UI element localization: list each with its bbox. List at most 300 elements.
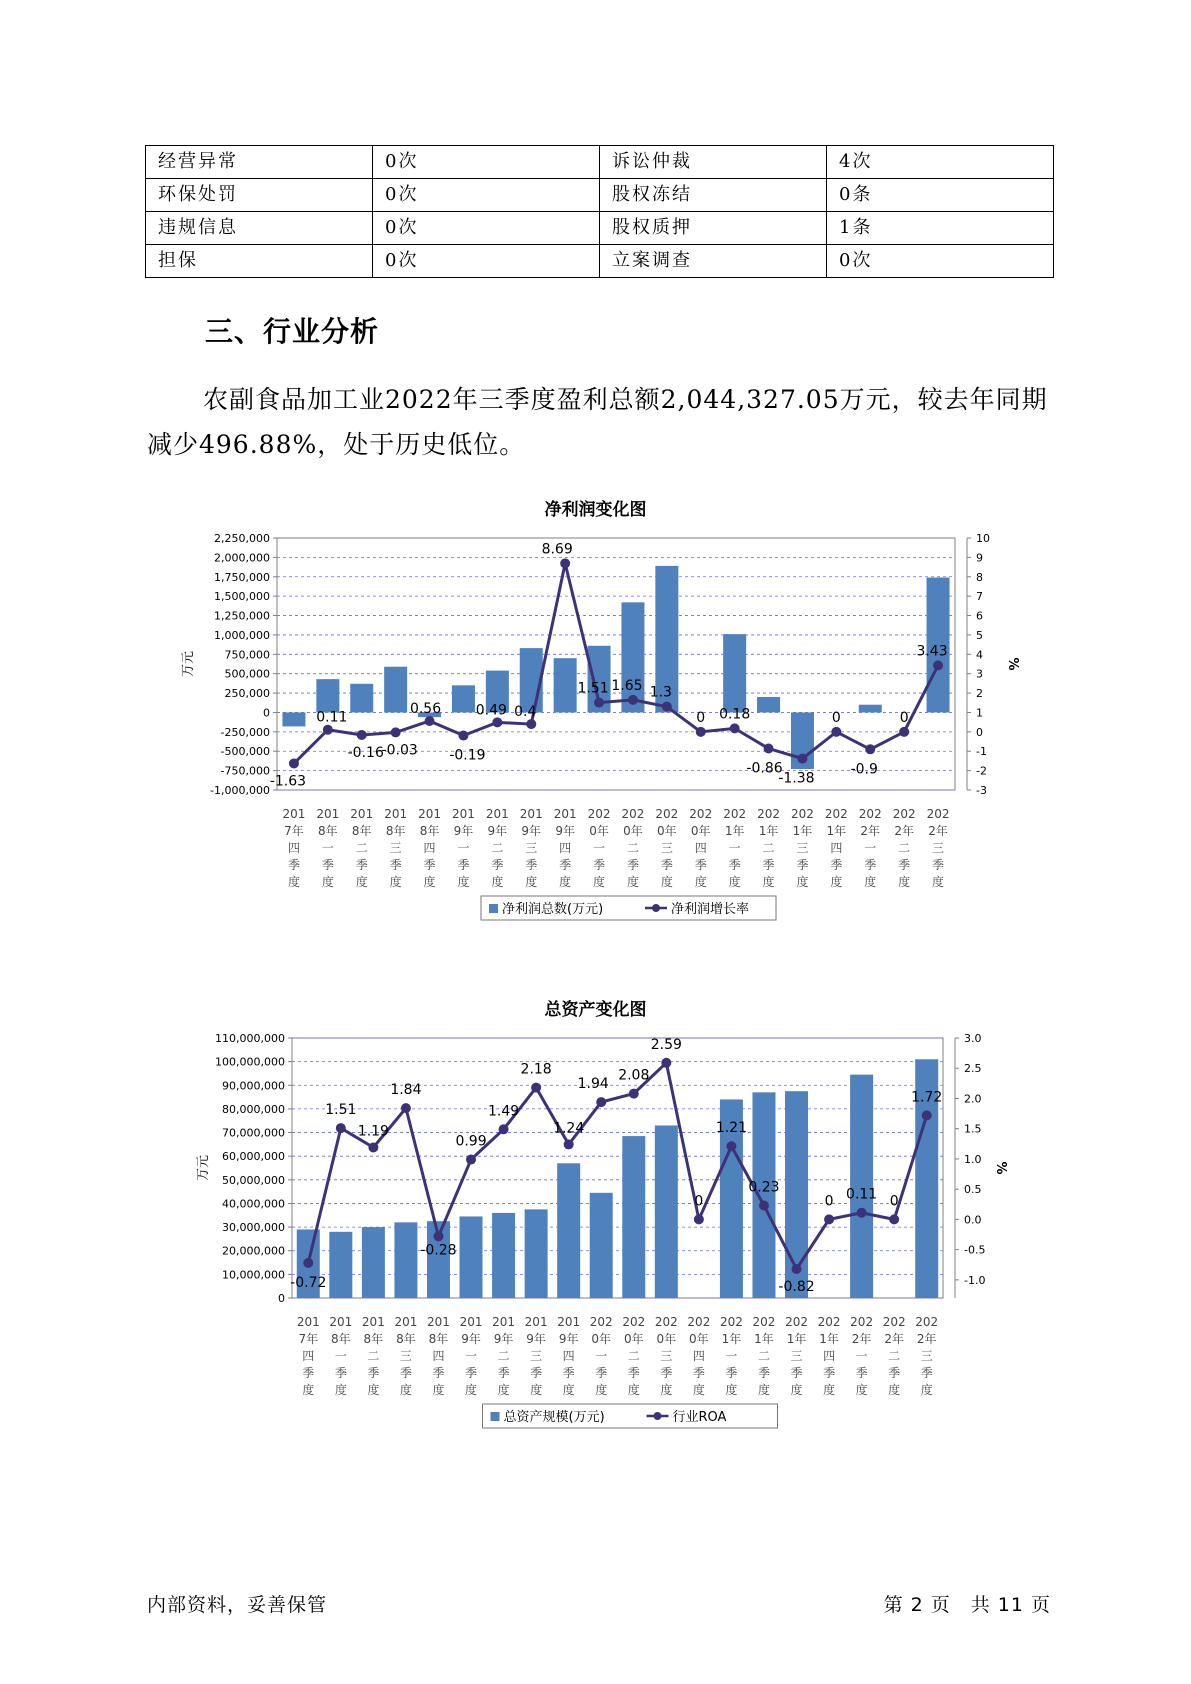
- line-point: [759, 1200, 769, 1210]
- line-data-label: 1.21: [715, 1120, 748, 1137]
- x-axis-tick-label: 9年: [526, 1332, 546, 1346]
- x-axis-tick-label: 202: [621, 807, 645, 821]
- bar: [394, 1222, 417, 1298]
- x-axis-tick-label: 季: [389, 858, 402, 872]
- x-axis-tick-label: 8年: [396, 1332, 416, 1346]
- left-axis-tick-label: 30,000,000: [222, 1221, 285, 1235]
- bar: [329, 1232, 352, 1298]
- x-axis-tick-label: 一: [864, 841, 877, 855]
- x-axis-tick-label: 度: [399, 1383, 412, 1397]
- x-axis-tick-label: 202: [757, 807, 781, 821]
- x-axis-tick-label: 度: [355, 875, 368, 889]
- x-axis-tick-label: 202: [622, 1315, 646, 1329]
- right-axis-tick-label: -0.5: [964, 1243, 986, 1257]
- bar: [590, 1193, 613, 1298]
- line-point: [401, 1103, 411, 1113]
- right-axis-tick-label: 7: [976, 590, 983, 604]
- x-axis-tick-label: 1年: [792, 824, 813, 838]
- x-axis-tick-label: 季: [920, 1366, 933, 1380]
- legend-bar-swatch: [491, 1412, 500, 1421]
- x-axis-tick-label: 度: [855, 1383, 868, 1397]
- x-axis-tick-label: 8年: [318, 824, 338, 838]
- line-data-label: -0.82: [778, 1278, 815, 1295]
- bar: [723, 634, 746, 712]
- footer-page-number: 第 2 页 共 11 页: [883, 1594, 1051, 1616]
- left-axis-tick-label: -250,000: [220, 725, 270, 739]
- line-point: [458, 731, 468, 741]
- x-axis-tick-label: 度: [593, 875, 606, 889]
- left-axis-tick-label: -1,000,000: [210, 784, 270, 797]
- x-axis-tick-label: 季: [660, 858, 673, 872]
- table-cell-value: 0次: [373, 212, 600, 245]
- x-axis-tick-label: 一: [855, 1349, 868, 1363]
- x-axis-tick-label: 2年: [884, 1332, 904, 1346]
- x-axis-tick-label: 9年: [521, 824, 542, 838]
- x-axis-tick-label: 2年: [928, 824, 948, 838]
- line-point: [857, 1208, 867, 1218]
- line-point: [865, 744, 875, 754]
- line-data-label: 0.56: [409, 700, 442, 717]
- line-data-label: 1.94: [577, 1076, 609, 1093]
- line-data-label: 0: [889, 1193, 899, 1210]
- line-point: [594, 698, 604, 708]
- left-axis-tick-label: 750,000: [224, 648, 270, 662]
- analysis-paragraph: 农副食品加工业2022年三季度盈利总额2,044,327.05万元，较去年同期减少496.88%，处于历史低位。: [147, 385, 1048, 459]
- table-cell-value: 4次: [827, 146, 1054, 179]
- x-axis-tick-label: 度: [920, 1383, 933, 1397]
- x-axis-tick-label: 度: [367, 1383, 380, 1397]
- x-axis-tick-label: 9年: [555, 824, 575, 838]
- table-cell-label: 违规信息: [146, 212, 373, 245]
- x-axis-tick-label: 202: [850, 1315, 874, 1329]
- x-axis-tick-label: 二: [626, 841, 639, 855]
- x-axis-tick-label: 季: [595, 1366, 608, 1380]
- x-axis-tick-label: 度: [692, 1383, 705, 1397]
- footer-confidential-note: 内部资料，妥善保管: [147, 1594, 328, 1616]
- x-axis-tick-label: 度: [562, 1383, 575, 1397]
- x-axis-tick-label: 1年: [724, 824, 745, 838]
- x-axis-tick-label: 季: [355, 858, 368, 872]
- right-axis-tick-label: 1.5: [964, 1122, 982, 1136]
- x-axis-tick-label: 一: [593, 841, 606, 855]
- line-point: [629, 1089, 639, 1099]
- x-axis-tick-label: 度: [660, 875, 673, 889]
- x-axis-tick-label: 8年: [385, 824, 406, 838]
- x-axis-tick-label: 四: [423, 841, 436, 855]
- left-axis-tick-label: 70,000,000: [222, 1126, 285, 1140]
- right-axis-tick-label: 1.0: [964, 1152, 982, 1166]
- left-axis-tick-label: 1,250,000: [214, 609, 270, 623]
- x-axis-tick-label: 一: [321, 841, 334, 855]
- x-axis-tick-label: 202: [587, 807, 611, 821]
- x-axis-tick-label: 度: [762, 875, 775, 889]
- x-axis-tick-label: 201: [329, 1315, 353, 1329]
- x-axis-tick-label: 度: [497, 1383, 510, 1397]
- x-axis-tick-label: 201: [492, 1315, 516, 1329]
- x-axis-tick-label: 201: [316, 807, 340, 821]
- left-axis-tick-label: 60,000,000: [222, 1150, 285, 1164]
- x-axis-tick-label: 季: [830, 858, 843, 872]
- left-axis-tick-label: 10,000,000: [222, 1268, 285, 1282]
- right-axis-tick-label: 2.0: [964, 1092, 982, 1106]
- table-cell-value: 0次: [373, 146, 600, 179]
- legend-line-marker: [652, 904, 660, 912]
- x-axis-tick-label: 三: [796, 841, 809, 855]
- x-axis-tick-label: 三: [660, 1349, 673, 1363]
- right-axis-tick-label: 4: [976, 648, 983, 662]
- x-axis-tick-label: 二: [757, 1349, 770, 1363]
- line-point: [336, 1123, 346, 1133]
- line-data-label: 0.99: [455, 1133, 487, 1150]
- x-axis-tick-label: 季: [491, 858, 504, 872]
- line-data-label: -0.72: [290, 1274, 327, 1291]
- x-axis-tick-label: 度: [660, 1383, 673, 1397]
- x-axis-tick-label: 季: [399, 1366, 412, 1380]
- x-axis-tick-label: 四: [692, 1349, 705, 1363]
- x-axis-tick-label: 0年: [690, 824, 711, 838]
- line-point: [831, 727, 841, 737]
- left-axis-tick-label: -750,000: [220, 764, 270, 778]
- table-cell-label: 环保处罚: [146, 179, 373, 212]
- x-axis-tick-label: 202: [817, 1315, 841, 1329]
- line-data-label: 8.69: [541, 541, 573, 558]
- x-axis-tick-label: 季: [627, 1366, 640, 1380]
- x-axis-tick-label: 度: [864, 875, 877, 889]
- x-axis-tick-label: 二: [888, 1349, 901, 1363]
- x-axis-tick-label: 度: [796, 875, 809, 889]
- line-data-label: -0.9: [850, 761, 878, 778]
- table-cell-value: 0次: [827, 245, 1054, 278]
- x-axis-tick-label: 201: [557, 1315, 581, 1329]
- left-axis-tick-label: 110,000,000: [215, 1032, 285, 1045]
- x-axis-tick-label: 202: [926, 807, 950, 821]
- x-axis-tick-label: 季: [932, 858, 945, 872]
- x-axis-tick-label: 度: [389, 875, 402, 889]
- x-axis-tick-label: 度: [287, 875, 300, 889]
- x-axis-tick-label: 季: [457, 858, 470, 872]
- x-axis-tick-label: 202: [655, 807, 679, 821]
- legend-bar-swatch: [489, 904, 498, 913]
- x-axis-tick-label: 1年: [819, 1332, 839, 1346]
- x-axis-tick-label: 2年: [894, 824, 914, 838]
- x-axis-tick-label: 度: [823, 1383, 836, 1397]
- net-profit-chart: [0, 520, 1191, 950]
- x-axis-tick-label: 2年: [860, 824, 881, 838]
- x-axis-tick-label: 一: [457, 841, 470, 855]
- x-axis-tick-label: 度: [321, 875, 334, 889]
- x-axis-tick-label: 202: [882, 1315, 906, 1329]
- line-point: [425, 716, 435, 726]
- x-axis-tick-label: 季: [562, 1366, 575, 1380]
- x-axis-tick-label: 季: [694, 858, 707, 872]
- bar: [316, 679, 339, 712]
- x-axis-tick-label: 度: [432, 1383, 445, 1397]
- x-axis-tick-label: 季: [530, 1366, 543, 1380]
- x-axis-tick-label: 季: [823, 1366, 836, 1380]
- x-axis-tick-label: 季: [559, 858, 572, 872]
- x-axis-tick-label: 一: [725, 1349, 738, 1363]
- x-axis-tick-label: 度: [525, 875, 538, 889]
- line-data-label: -1.38: [778, 770, 815, 787]
- line-point: [726, 1141, 736, 1151]
- line-data-label: 1.51: [325, 1102, 357, 1119]
- bar: [557, 1163, 580, 1298]
- legend-bar-label: 总资产规模(万元): [503, 1410, 605, 1425]
- table-row: [146, 146, 1054, 179]
- x-axis-tick-label: 202: [589, 1315, 613, 1329]
- line-data-label: 1.19: [357, 1123, 389, 1140]
- right-axis-tick-label: 2.5: [964, 1062, 982, 1076]
- table-cell-value: 0次: [373, 245, 600, 278]
- x-axis-tick-label: 季: [465, 1366, 478, 1380]
- right-axis-tick-label: 1: [976, 706, 983, 720]
- x-axis-tick-label: 8年: [331, 1332, 351, 1346]
- line-point: [357, 730, 367, 740]
- x-axis-tick-label: 季: [334, 1366, 347, 1380]
- line-data-label: 1.51: [577, 680, 609, 697]
- line-point: [922, 1110, 932, 1120]
- bar: [282, 712, 305, 726]
- x-axis-tick-label: 201: [451, 807, 475, 821]
- x-axis-tick-label: 四: [287, 841, 300, 855]
- line-point: [560, 558, 570, 568]
- x-axis-tick-label: 度: [627, 1383, 640, 1397]
- x-axis-tick-label: 9年: [487, 824, 508, 838]
- right-axis-tick-label: 5: [976, 628, 983, 642]
- x-axis-tick-label: 度: [790, 1383, 803, 1397]
- left-axis-tick-label: 0: [278, 1292, 285, 1305]
- total-assets-chart: [0, 1020, 1191, 1450]
- x-axis-tick-label: 二: [491, 841, 504, 855]
- line-point: [662, 702, 672, 712]
- x-axis-tick-label: 三: [389, 841, 402, 855]
- x-axis-tick-label: 8年: [428, 1332, 449, 1346]
- x-axis-tick-label: 8年: [351, 824, 372, 838]
- line-data-label: -0.19: [449, 747, 486, 764]
- right-axis-tick-label: 0.0: [964, 1213, 982, 1227]
- x-axis-tick-label: 0年: [623, 824, 643, 838]
- left-axis-title: 万元: [196, 1154, 211, 1182]
- bar: [492, 1213, 515, 1298]
- table-cell-label: 股权冻结: [600, 179, 827, 212]
- x-axis-tick-label: 202: [858, 807, 882, 821]
- right-axis-tick-label: 6: [976, 609, 983, 623]
- line-data-label: 0: [694, 1193, 704, 1210]
- left-axis-tick-label: 500,000: [224, 667, 270, 681]
- line-point: [824, 1214, 834, 1224]
- x-axis-tick-label: 四: [830, 841, 843, 855]
- x-axis-tick-label: 9年: [493, 1332, 514, 1346]
- table-row: [146, 179, 1054, 212]
- x-axis-tick-label: 202: [723, 807, 747, 821]
- table-cell-label: 经营异常: [146, 146, 373, 179]
- right-axis-tick-label: 0: [976, 725, 983, 739]
- x-axis-tick-label: 二: [355, 841, 368, 855]
- x-axis-tick-label: 一: [728, 841, 741, 855]
- line-point: [694, 1214, 704, 1224]
- x-axis-tick-label: 三: [660, 841, 673, 855]
- line-point: [696, 727, 706, 737]
- x-axis-tick-label: 202: [785, 1315, 808, 1329]
- table-cell-value: 0条: [827, 179, 1054, 212]
- x-axis-tick-label: 202: [719, 1315, 743, 1329]
- x-axis-tick-label: 度: [757, 1383, 770, 1397]
- left-axis-tick-label: 20,000,000: [222, 1244, 285, 1258]
- left-axis-tick-label: 1,500,000: [214, 590, 270, 604]
- x-axis-tick-label: 0年: [657, 824, 677, 838]
- line-data-label: 1.3: [649, 684, 672, 701]
- line-point: [764, 744, 774, 754]
- legend-line-marker: [654, 1412, 662, 1420]
- line-data-label: 0.18: [719, 706, 751, 723]
- x-axis-tick-label: 季: [725, 1366, 738, 1380]
- chart-title-total-assets: 总资产变化图: [544, 1000, 647, 1020]
- x-axis-tick-label: 0年: [589, 824, 609, 838]
- line-data-label: 1.84: [390, 1082, 422, 1099]
- x-axis-tick-label: 201: [418, 807, 442, 821]
- x-axis-tick-label: 季: [790, 1366, 803, 1380]
- x-axis-tick-label: 季: [864, 858, 877, 872]
- x-axis-tick-label: 四: [694, 841, 707, 855]
- legend-line-label: 行业ROA: [672, 1410, 727, 1425]
- x-axis-tick-label: 201: [384, 807, 408, 821]
- line-point: [499, 1124, 509, 1134]
- x-axis-tick-label: 季: [321, 858, 334, 872]
- x-axis-tick-label: 季: [302, 1366, 315, 1380]
- x-axis-tick-label: 度: [725, 1383, 738, 1397]
- line-data-label: 1.49: [487, 1103, 520, 1120]
- table-row: [146, 212, 1054, 245]
- table-cell-value: 0次: [373, 179, 600, 212]
- x-axis-tick-label: 202: [892, 807, 916, 821]
- x-axis-tick-label: 三: [790, 1349, 803, 1363]
- x-axis-tick-label: 三: [920, 1349, 933, 1363]
- risk-summary-table: [145, 145, 1054, 278]
- x-axis-tick-label: 四: [823, 1349, 836, 1363]
- x-axis-tick-label: 季: [660, 1366, 673, 1380]
- bar: [655, 1125, 678, 1298]
- x-axis-tick-label: 度: [888, 1383, 901, 1397]
- x-axis-tick-label: 201: [282, 807, 306, 821]
- x-axis-tick-label: 度: [334, 1383, 347, 1397]
- x-axis-tick-label: 二: [762, 841, 775, 855]
- x-axis-tick-label: 7年: [284, 824, 304, 838]
- x-axis-tick-label: 度: [932, 875, 945, 889]
- x-axis-tick-label: 三: [530, 1349, 543, 1363]
- right-axis-tick-label: 9: [976, 551, 983, 565]
- x-axis-tick-label: 202: [790, 807, 814, 821]
- line-point: [531, 1083, 541, 1093]
- x-axis-tick-label: 一: [334, 1349, 347, 1363]
- x-axis-tick-label: 度: [302, 1383, 315, 1397]
- x-axis-tick-label: 9年: [461, 1332, 481, 1346]
- line-point: [368, 1142, 378, 1152]
- x-axis-tick-label: 201: [524, 1315, 548, 1329]
- line-point: [797, 754, 807, 764]
- x-axis-tick-label: 度: [465, 1383, 478, 1397]
- x-axis-tick-label: 0年: [591, 1332, 612, 1346]
- line-point: [730, 723, 740, 733]
- left-axis-tick-label: 2,000,000: [214, 551, 270, 565]
- line-point: [303, 1258, 313, 1268]
- right-axis-tick-label: -3: [976, 784, 987, 797]
- x-axis-tick-label: 季: [898, 858, 911, 872]
- x-axis-tick-label: 202: [915, 1315, 939, 1329]
- x-axis-tick-label: 202: [752, 1315, 776, 1329]
- x-axis-tick-label: 度: [595, 1383, 608, 1397]
- line-data-label: 0.11: [316, 709, 348, 726]
- x-axis-tick-label: 三: [932, 841, 945, 855]
- line-data-label: 0: [824, 1193, 834, 1210]
- x-axis-tick-label: 季: [497, 1366, 510, 1380]
- line-data-label: 0: [899, 709, 909, 726]
- left-axis-tick-label: 90,000,000: [222, 1079, 285, 1093]
- right-axis-tick-label: 3: [976, 667, 983, 681]
- x-axis-tick-label: 季: [888, 1366, 901, 1380]
- x-axis-tick-label: 9年: [453, 824, 474, 838]
- x-axis-tick-label: 季: [525, 858, 538, 872]
- x-axis-tick-label: 季: [367, 1366, 380, 1380]
- right-axis-tick-label: -1.0: [964, 1273, 986, 1287]
- right-axis-tick-label: 2: [976, 687, 983, 701]
- right-axis-tick-label: 8: [976, 570, 983, 584]
- line-data-label: -0.03: [381, 742, 418, 759]
- x-axis-tick-label: 度: [898, 875, 911, 889]
- x-axis-tick-label: 季: [287, 858, 300, 872]
- line-point: [661, 1058, 671, 1068]
- x-axis-tick-label: 二: [367, 1349, 380, 1363]
- x-axis-tick-label: 四: [432, 1349, 445, 1363]
- x-axis-tick-label: 9年: [558, 1332, 579, 1346]
- bar: [452, 685, 475, 712]
- x-axis-tick-label: 季: [626, 858, 639, 872]
- x-axis-tick-label: 201: [485, 807, 509, 821]
- left-axis-title: 万元: [181, 650, 196, 678]
- x-axis-tick-label: 0年: [623, 1332, 644, 1346]
- left-axis-tick-label: 1,000,000: [214, 628, 270, 642]
- line-series: [294, 563, 938, 763]
- x-axis-tick-label: 2年: [916, 1332, 937, 1346]
- right-axis-tick-label: -2: [976, 764, 987, 778]
- x-axis-tick-label: 季: [796, 858, 809, 872]
- x-axis-tick-label: 度: [626, 875, 639, 889]
- x-axis-tick-label: 202: [689, 807, 713, 821]
- x-axis-tick-label: 8年: [363, 1332, 384, 1346]
- line-data-label: 1.72: [911, 1089, 943, 1106]
- x-axis-tick-label: 1年: [786, 1332, 807, 1346]
- line-data-label: -1.63: [269, 773, 307, 790]
- table-cell-label: 立案调查: [600, 245, 827, 278]
- x-axis-tick-label: 三: [525, 841, 538, 855]
- line-point: [792, 1264, 802, 1274]
- x-axis-tick-label: 度: [694, 875, 707, 889]
- line-point: [492, 717, 502, 727]
- line-point: [391, 727, 401, 737]
- line-data-label: -0.28: [420, 1242, 457, 1259]
- x-axis-tick-label: 一: [595, 1349, 608, 1363]
- x-axis-tick-label: 8年: [419, 824, 440, 838]
- line-point: [323, 725, 333, 735]
- x-axis-tick-label: 1年: [826, 824, 847, 838]
- table-cell-label: 股权质押: [600, 212, 827, 245]
- x-axis-tick-label: 四: [302, 1349, 315, 1363]
- line-point: [564, 1139, 574, 1149]
- legend-line-label: 净利润增长率: [671, 902, 750, 917]
- line-point: [526, 719, 536, 729]
- line-data-label: 0.49: [475, 702, 507, 719]
- left-axis-tick-label: 80,000,000: [222, 1102, 285, 1116]
- line-data-label: -0.16: [347, 744, 384, 761]
